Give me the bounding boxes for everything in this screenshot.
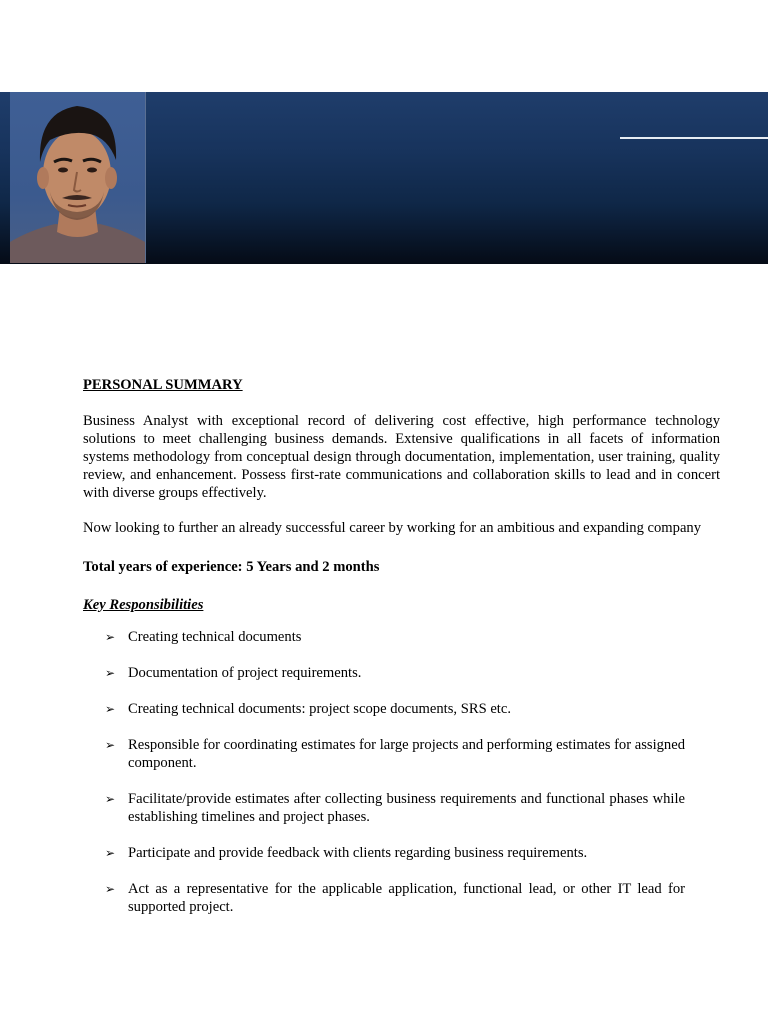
list-item-text: Documentation of project requirements. xyxy=(128,665,362,681)
list-item-text: Creating technical documents: project scope documents, SRS etc. xyxy=(128,701,511,717)
list-item xyxy=(83,844,685,862)
arrowhead-bullet-icon: ➢ xyxy=(105,846,116,860)
arrowhead-bullet-icon: ➢ xyxy=(105,882,116,896)
profile-photo xyxy=(10,92,146,263)
list-item-text: Act as a representative for the applicable application, functional lead, or other IT lead for supported project. xyxy=(128,881,685,915)
key-responsibilities-heading: Key Responsibilities xyxy=(83,597,204,613)
arrowhead-bullet-icon: ➢ xyxy=(105,666,116,680)
banner-divider-line xyxy=(620,137,768,139)
list-item xyxy=(83,700,685,718)
list-item xyxy=(83,628,685,646)
list-item xyxy=(83,736,685,772)
list-item-text: Responsible for coordinating estimates for large projects and performing estimates for assigned component. xyxy=(128,737,685,771)
arrowhead-bullet-icon: ➢ xyxy=(105,792,116,806)
list-item xyxy=(83,880,685,916)
personal-summary-heading: PERSONAL SUMMARY xyxy=(83,377,243,393)
list-item-text: Creating technical documents xyxy=(128,629,302,645)
arrowhead-bullet-icon: ➢ xyxy=(105,630,116,644)
portrait-photo-icon xyxy=(10,92,145,263)
summary-paragraph: Business Analyst with exceptional record of delivering cost effective, high performance technology solutions to meet challenging business demands. Extensive qualifications in all facets of information systems methodology from conceptual design through documentation, implementation, user training, quality review, and enhancement. Possess first-rate communications and collaboration skills to lead and in concert with diverse groups effectively. xyxy=(83,413,720,501)
total-experience: Total years of experience: 5 Years and 2 months xyxy=(83,559,380,575)
list-item xyxy=(83,664,685,682)
list-item-text: Participate and provide feedback with clients regarding business requirements. xyxy=(128,845,588,861)
list-item-text: Facilitate/provide estimates after collecting business requirements and functional phases while establishing timelines and project phases. xyxy=(128,791,685,825)
arrowhead-bullet-icon: ➢ xyxy=(105,738,116,752)
career-goal-paragraph: Now looking to further an already successful career by working for an ambitious and expanding company xyxy=(83,520,702,536)
resume-content xyxy=(83,376,720,934)
arrowhead-bullet-icon: ➢ xyxy=(105,702,116,716)
list-item xyxy=(83,790,685,826)
responsibilities-list xyxy=(83,628,685,916)
